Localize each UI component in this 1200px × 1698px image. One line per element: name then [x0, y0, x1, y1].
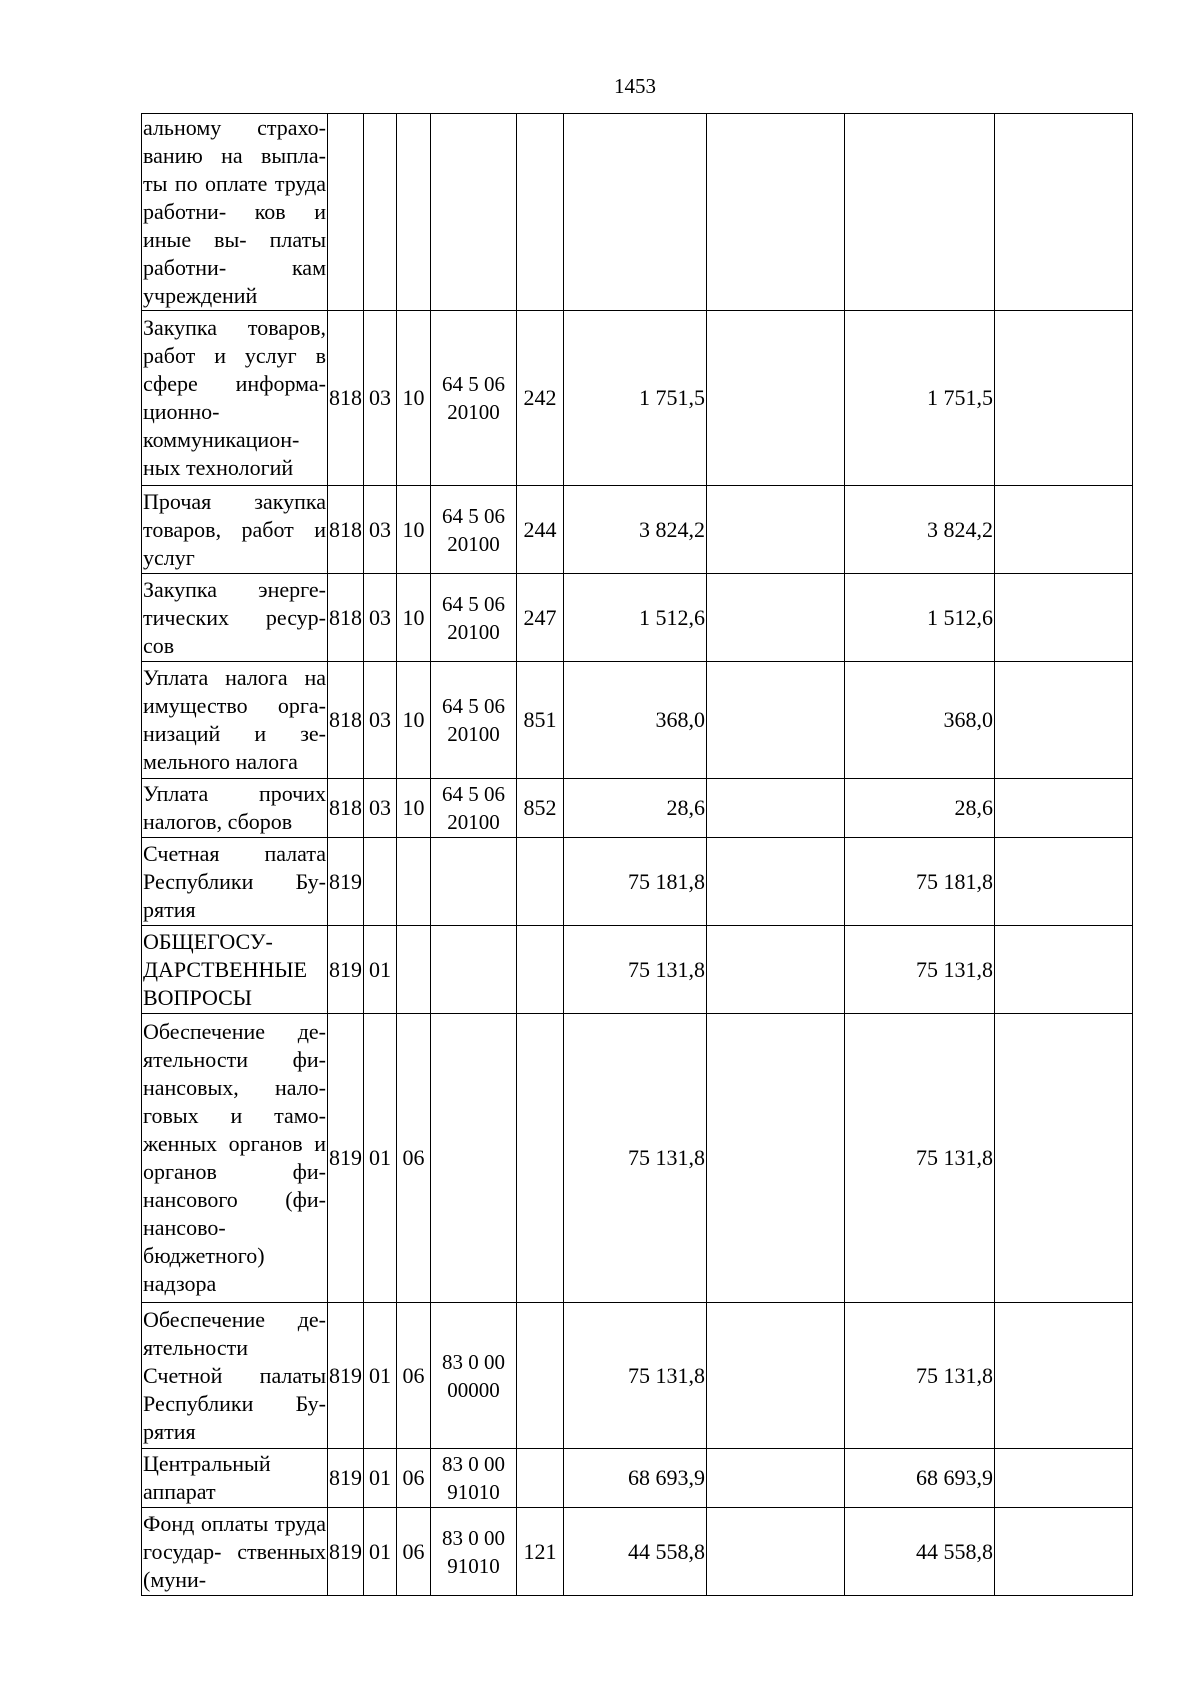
name-line: сов: [143, 632, 175, 658]
cell-target-article: [431, 1449, 517, 1508]
cell-ved: 818: [328, 311, 364, 486]
name-line: Фонд оплаты: [143, 1510, 269, 1536]
name-line: ванию на выпла-: [143, 143, 326, 168]
cell-section: 01: [364, 1449, 397, 1508]
cell-section: 03: [364, 662, 397, 779]
cell-amount-2: [707, 779, 845, 838]
cell-target-article: [431, 1303, 517, 1449]
cell-name: [142, 486, 328, 574]
cell-amount-4: [995, 1449, 1133, 1508]
budget-table: [141, 113, 1133, 1596]
target-article-line: 20100: [447, 400, 500, 424]
cell-name: [142, 1449, 328, 1508]
cell-subsection: 10: [397, 779, 431, 838]
name-line: мельного налога: [143, 749, 298, 774]
cell-amount-1: 75 131,8: [564, 926, 707, 1014]
name-line: Республики Бу-: [143, 1390, 326, 1416]
target-article-line: 00000: [447, 1377, 500, 1402]
cell-section: 03: [364, 486, 397, 574]
cell-amount-4: [995, 574, 1133, 662]
cell-target-article: [431, 1014, 517, 1303]
name-line: ВОПРОСЫ: [143, 984, 252, 1010]
cell-target-article: [431, 779, 517, 838]
name-line: ОБЩЕГОСУ-: [143, 928, 273, 954]
cell-subsection: [397, 926, 431, 1014]
name-line: низаций и зе-: [143, 721, 326, 746]
cell-expense-type: [517, 1014, 564, 1303]
target-article-line: 64 5 06: [442, 591, 505, 616]
name-line: Уплата налога на: [143, 665, 326, 690]
name-line: ственных (муни-: [143, 1538, 326, 1592]
cell-amount-4: [995, 311, 1133, 486]
name-line: ционно-: [143, 399, 220, 424]
cell-expense-type: [517, 1303, 564, 1449]
cell-amount-3: 75 131,8: [845, 1303, 995, 1449]
name-line: Прочая закупка: [143, 488, 326, 514]
cell-amount-1: 75 181,8: [564, 838, 707, 926]
cell-ved: 819: [328, 1303, 364, 1449]
cell-amount-3: 368,0: [845, 662, 995, 779]
target-article-line: 91010: [447, 1553, 500, 1578]
cell-expense-type: 242: [517, 311, 564, 486]
table-row: [142, 1449, 1133, 1508]
budget-table-body: [142, 114, 1133, 1596]
name-line: ков и иные вы-: [143, 199, 327, 252]
table-row: [142, 486, 1133, 574]
cell-name: [142, 779, 328, 838]
cell-ved: 818: [328, 662, 364, 779]
cell-expense-type: 121: [517, 1508, 564, 1596]
cell-subsection: 06: [397, 1508, 431, 1596]
cell-expense-type: [517, 926, 564, 1014]
table-row: [142, 779, 1133, 838]
name-line: надзора: [143, 1271, 217, 1296]
cell-amount-3: 75 181,8: [845, 838, 995, 926]
cell-amount-2: [707, 114, 845, 311]
cell-ved: [328, 114, 364, 311]
cell-section: 01: [364, 1014, 397, 1303]
cell-amount-1: 28,6: [564, 779, 707, 838]
cell-ved: 819: [328, 1014, 364, 1303]
cell-amount-2: [707, 486, 845, 574]
cell-amount-1: 75 131,8: [564, 1303, 707, 1449]
cell-subsection: 06: [397, 1449, 431, 1508]
cell-name: [142, 662, 328, 779]
table-row: [142, 1508, 1133, 1596]
target-article-line: 64 5 06: [442, 372, 505, 396]
cell-amount-1: 68 693,9: [564, 1449, 707, 1508]
cell-amount-4: [995, 779, 1133, 838]
name-line: ятельности фи-: [143, 1047, 326, 1072]
cell-target-article: [431, 1508, 517, 1596]
target-article-line: 83 0 00: [442, 1525, 505, 1550]
cell-expense-type: [517, 838, 564, 926]
name-line: нансовых, нало-: [143, 1075, 326, 1100]
target-article-line: 83 0 00: [442, 1349, 505, 1374]
name-line: Уплата прочих: [143, 781, 326, 806]
cell-amount-4: [995, 662, 1133, 779]
target-article-line: 20100: [447, 722, 500, 746]
cell-amount-2: [707, 1449, 845, 1508]
name-line: коммуникацион-: [143, 427, 300, 452]
cell-amount-1: 44 558,8: [564, 1508, 707, 1596]
cell-ved: 818: [328, 779, 364, 838]
name-line: товаров, работ и: [143, 516, 326, 542]
cell-ved: 818: [328, 486, 364, 574]
name-line: ятельности: [143, 1334, 248, 1360]
cell-amount-2: [707, 838, 845, 926]
name-line: тических ресур-: [143, 604, 326, 630]
cell-amount-4: [995, 114, 1133, 311]
cell-subsection: 06: [397, 1303, 431, 1449]
cell-expense-type: [517, 114, 564, 311]
cell-ved: 818: [328, 574, 364, 662]
name-line: Республики Бу-: [143, 868, 326, 894]
cell-subsection: 10: [397, 311, 431, 486]
cell-section: 01: [364, 1303, 397, 1449]
cell-target-article: [431, 574, 517, 662]
name-line: рятия: [143, 896, 196, 922]
name-line: нансово-: [143, 1215, 226, 1240]
name-line: бюджетного): [143, 1243, 265, 1268]
name-line: Центральный: [143, 1451, 271, 1476]
cell-ved: 819: [328, 1508, 364, 1596]
name-line: альному страхо-: [143, 115, 326, 140]
cell-amount-1: 368,0: [564, 662, 707, 779]
name-line: платы работни-: [143, 227, 326, 280]
cell-target-article: [431, 926, 517, 1014]
cell-expense-type: 851: [517, 662, 564, 779]
name-line: услуг: [143, 544, 195, 570]
target-article-line: 83 0 00: [442, 1452, 505, 1476]
cell-amount-4: [995, 1303, 1133, 1449]
table-row: [142, 114, 1133, 311]
cell-amount-4: [995, 1508, 1133, 1596]
name-line: Обеспечение де-: [143, 1019, 326, 1044]
target-article-line: 20100: [447, 810, 500, 834]
name-line: ДАРСТВЕННЫЕ: [143, 956, 308, 982]
cell-ved: 819: [328, 838, 364, 926]
cell-section: [364, 114, 397, 311]
cell-ved: 819: [328, 926, 364, 1014]
cell-target-article: [431, 311, 517, 486]
name-line: работ и услуг в: [143, 343, 326, 368]
cell-name: [142, 926, 328, 1014]
cell-name: [142, 574, 328, 662]
target-article-line: 20100: [447, 531, 500, 556]
cell-amount-3: 3 824,2: [845, 486, 995, 574]
cell-amount-3: 75 131,8: [845, 1014, 995, 1303]
cell-amount-4: [995, 1014, 1133, 1303]
cell-name: [142, 311, 328, 486]
name-line: труда работни-: [143, 171, 327, 224]
table-row: [142, 311, 1133, 486]
target-article-line: 64 5 06: [442, 503, 505, 528]
cell-section: 01: [364, 926, 397, 1014]
cell-amount-1: 1 512,6: [564, 574, 707, 662]
cell-amount-1: 1 751,5: [564, 311, 707, 486]
name-line: Счетной палаты: [143, 1362, 326, 1388]
cell-name: [142, 1303, 328, 1449]
cell-amount-3: 68 693,9: [845, 1449, 995, 1508]
cell-name: [142, 1508, 328, 1596]
name-line: Закупка товаров,: [143, 315, 326, 340]
cell-amount-2: [707, 926, 845, 1014]
cell-target-article: [431, 486, 517, 574]
cell-amount-4: [995, 486, 1133, 574]
cell-section: [364, 838, 397, 926]
cell-name: [142, 838, 328, 926]
cell-target-article: [431, 114, 517, 311]
table-row: [142, 1014, 1133, 1303]
cell-amount-4: [995, 926, 1133, 1014]
name-line: аппарат: [143, 1479, 216, 1504]
cell-name: [142, 114, 328, 311]
table-row: [142, 662, 1133, 779]
cell-amount-3: 44 558,8: [845, 1508, 995, 1596]
cell-name: [142, 1014, 328, 1303]
cell-subsection: 10: [397, 486, 431, 574]
cell-expense-type: 852: [517, 779, 564, 838]
target-article-line: 64 5 06: [442, 782, 505, 806]
target-article-line: 20100: [447, 619, 500, 644]
cell-amount-2: [707, 574, 845, 662]
target-article-line: 91010: [447, 1480, 500, 1504]
cell-ved: 819: [328, 1449, 364, 1508]
name-line: кам учреждений: [143, 255, 326, 308]
name-line: нансового (фи-: [143, 1187, 326, 1212]
name-line: ных технологий: [143, 455, 294, 480]
cell-subsection: 10: [397, 574, 431, 662]
cell-target-article: [431, 838, 517, 926]
name-line: Закупка энерге-: [143, 576, 326, 602]
table-row: [142, 1303, 1133, 1449]
page-number: 1453: [614, 74, 656, 98]
cell-subsection: [397, 114, 431, 311]
target-article-line: 64 5 06: [442, 694, 505, 718]
cell-amount-1: 75 131,8: [564, 1014, 707, 1303]
cell-subsection: 10: [397, 662, 431, 779]
name-line: имущество орга-: [143, 693, 326, 718]
cell-expense-type: 244: [517, 486, 564, 574]
cell-amount-2: [707, 1303, 845, 1449]
cell-amount-3: 1 512,6: [845, 574, 995, 662]
cell-amount-1: 3 824,2: [564, 486, 707, 574]
cell-subsection: [397, 838, 431, 926]
cell-section: 03: [364, 574, 397, 662]
name-line: Обеспечение де-: [143, 1306, 326, 1332]
name-line: ты по оплате: [143, 171, 268, 196]
cell-expense-type: 247: [517, 574, 564, 662]
cell-amount-3: 75 131,8: [845, 926, 995, 1014]
name-line: налогов, сборов: [143, 809, 293, 834]
name-line: Счетная палата: [143, 840, 326, 866]
name-line: говых и тамо-: [143, 1103, 326, 1128]
cell-expense-type: [517, 1449, 564, 1508]
cell-section: 03: [364, 311, 397, 486]
name-line: сфере информа-: [143, 371, 326, 396]
cell-amount-2: [707, 1508, 845, 1596]
cell-amount-1: [564, 114, 707, 311]
name-line: женных органов: [143, 1131, 303, 1156]
name-line: и органов фи-: [143, 1131, 327, 1184]
name-line: рятия: [143, 1418, 196, 1444]
cell-amount-4: [995, 838, 1133, 926]
cell-amount-3: [845, 114, 995, 311]
table-row: [142, 838, 1133, 926]
cell-amount-3: 28,6: [845, 779, 995, 838]
table-row: [142, 574, 1133, 662]
table-row: [142, 926, 1133, 1014]
cell-amount-2: [707, 311, 845, 486]
cell-section: 03: [364, 779, 397, 838]
name-line: труда государ-: [143, 1510, 326, 1564]
cell-subsection: 06: [397, 1014, 431, 1303]
cell-section: 01: [364, 1508, 397, 1596]
cell-amount-3: 1 751,5: [845, 311, 995, 486]
cell-amount-2: [707, 1014, 845, 1303]
cell-amount-2: [707, 662, 845, 779]
cell-target-article: [431, 662, 517, 779]
